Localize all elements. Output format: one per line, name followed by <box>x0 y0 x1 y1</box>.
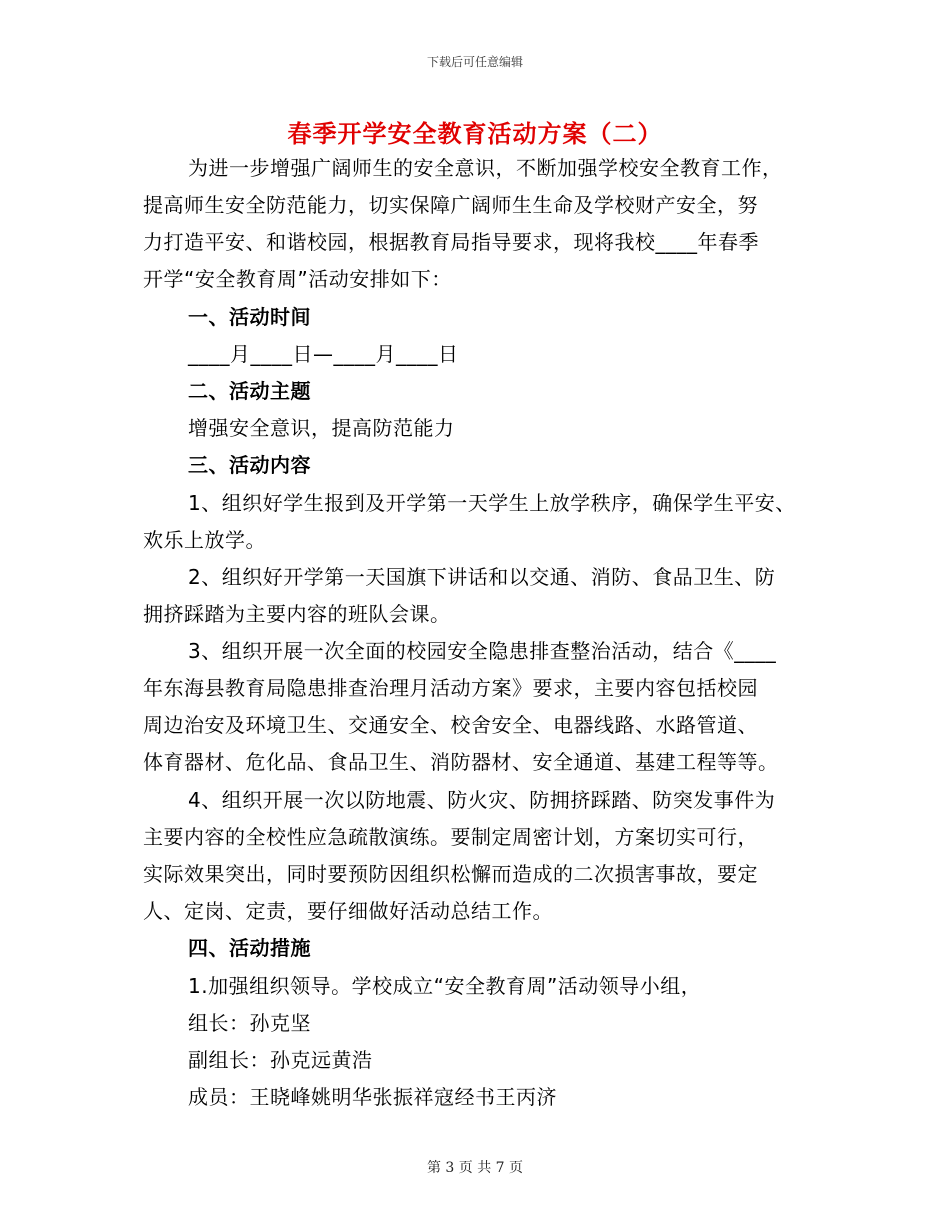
section-3-item-3-line-4: 体育器材、危化品、食品卫生、消防器材、安全通道、基建工程等等。 <box>143 750 779 774</box>
deputy-leader: 副组长：孙克远黄浩 <box>188 1048 373 1072</box>
section-3-item-3-line-1: 3、组织开展一次全面的校园安全隐患排查整治活动，结合《____ <box>188 639 777 663</box>
section-4-heading: 四、活动措施 <box>188 936 311 960</box>
group-leader: 组长：孙克坚 <box>188 1011 311 1035</box>
section-3-item-4-line-2: 主要内容的全校性应急疏散演练。要制定周密计划，方案切实可行， <box>143 825 758 849</box>
section-3-item-2-line-1: 2、组织好开学第一天国旗下讲话和以交通、消防、食品卫生、防 <box>188 565 776 589</box>
section-3-item-4-line-3: 实际效果突出，同时要预防因组织松懈而造成的二次损害事故，要定 <box>143 862 758 886</box>
page-number: 第 3 页 共 7 页 <box>426 1160 524 1176</box>
section-4-item-1: 1.加强组织领导。学校成立“安全教育周”活动领导小组， <box>188 974 702 998</box>
intro-line-4: 开学“安全教育周”活动安排如下： <box>143 267 452 291</box>
group-members: 成员：王晓峰姚明华张振祥寇经书王丙济 <box>188 1085 557 1109</box>
section-3-item-4-line-4: 人、定岗、定责，要仔细做好活动总结工作。 <box>143 899 553 923</box>
section-3-item-4-line-1: 4、组织开展一次以防地震、防火灾、防拥挤踩踏、防突发事件为 <box>188 788 776 812</box>
section-3-item-3-line-3: 周边治安及环境卫生、交通安全、校舍安全、电器线路、水路管道、 <box>143 713 758 737</box>
section-2-text: 增强安全意识，提高防范能力 <box>188 416 455 440</box>
section-3-item-3-line-2: 年东海县教育局隐患排查治理月活动方案》要求，主要内容包括校园 <box>143 676 758 700</box>
section-1-text: ____月____日—____月____日 <box>188 342 459 366</box>
section-2-heading: 二、活动主题 <box>188 379 311 403</box>
intro-line-1: 为进一步增强广阔师生的安全意识，不断加强学校安全教育工作， <box>188 156 783 180</box>
intro-line-2: 提高师生安全防范能力，切实保障广阔师生生命及学校财产安全，努 <box>143 193 758 217</box>
section-3-item-1-line-1: 1、组织好学生报到及开学第一天学生上放学秩序，确保学生平安、 <box>188 491 796 515</box>
section-1-heading: 一、活动时间 <box>188 305 311 329</box>
intro-line-3: 力打造平安、和谐校园，根据教育局指导要求，现将我校____年春季 <box>143 230 759 254</box>
document-title: 春季开学安全教育活动方案（二） <box>287 119 663 148</box>
header-note: 下载后可任意编辑 <box>426 55 523 69</box>
section-3-item-1-line-2: 欢乐上放学。 <box>143 528 266 552</box>
section-3-item-2-line-2: 拥挤踩踏为主要内容的班队会课。 <box>143 602 451 626</box>
section-3-heading: 三、活动内容 <box>188 453 311 477</box>
